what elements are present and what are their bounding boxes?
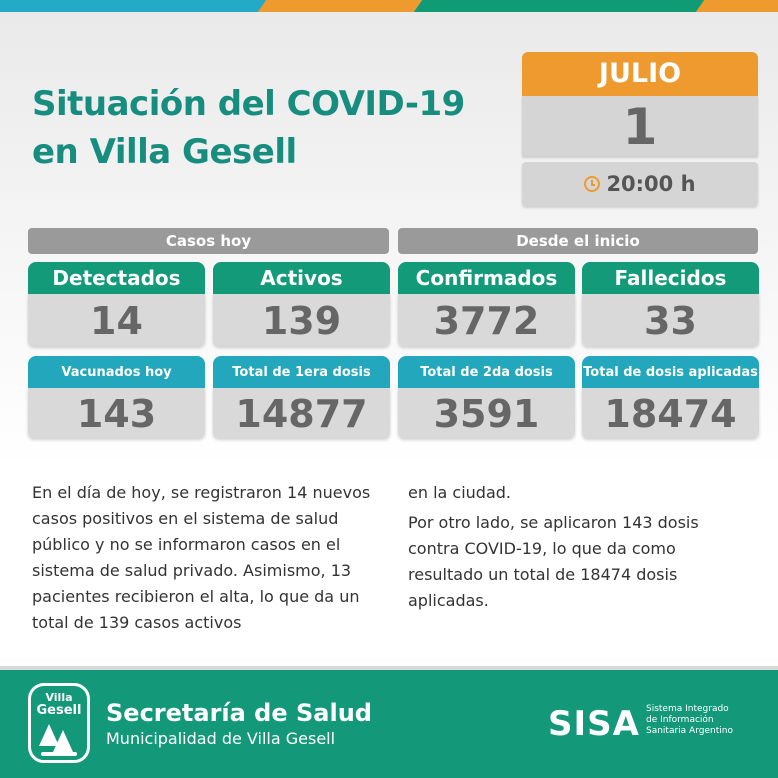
date-month: JULIO	[522, 52, 758, 96]
stat-label: Total de dosis aplicadas	[582, 356, 759, 388]
stat-value: 3591	[398, 388, 575, 438]
stat-card-activos	[213, 262, 390, 346]
logo-text: Gesell	[36, 703, 82, 718]
stat-card-fallecidos	[582, 262, 759, 346]
stat-card-detectados	[28, 262, 205, 346]
sisa-description-line: Sistema Integrado	[646, 704, 729, 714]
stat-card-segunda-dosis	[398, 356, 575, 438]
stat-value: 14877	[213, 388, 390, 438]
sisa-logo: SISA	[548, 704, 640, 744]
stat-value: 18474	[582, 388, 759, 438]
sisa-description-line: de Información	[646, 715, 714, 725]
stat-label: Total de 1era dosis	[213, 356, 390, 388]
stat-label: Fallecidos	[582, 262, 759, 294]
stat-value: 33	[582, 294, 759, 346]
top-stripe	[696, 0, 778, 12]
villa-gesell-logo	[28, 683, 90, 763]
sisa-description	[646, 704, 766, 737]
report-time	[522, 162, 758, 206]
stat-value: 3772	[398, 294, 575, 346]
stat-card-confirmados	[398, 262, 575, 346]
body-paragraph: en la ciudad.	[408, 483, 511, 502]
sisa-description-line: Sanitaria Argentino	[646, 726, 733, 736]
section-header-today: Casos hoy	[28, 228, 389, 254]
stat-label: Vacunados hoy	[28, 356, 205, 388]
body-paragraph: Por otro lado, se aplicaron 143 dosis contra COVID-19, lo que da como resultado un total de 18474 dosis aplicadas.	[408, 513, 699, 610]
stat-label: Activos	[213, 262, 390, 294]
page-title	[32, 80, 502, 176]
stat-value: 143	[28, 388, 205, 438]
stat-card-vacunados-hoy	[28, 356, 205, 438]
stat-card-dosis-aplicadas	[582, 356, 759, 438]
stat-label: Detectados	[28, 262, 205, 294]
report-time-text: 20:00 h	[606, 172, 696, 196]
title-line-1: Situación del COVID-19	[32, 84, 465, 124]
stat-label: Total de 2da dosis	[398, 356, 575, 388]
top-stripe	[0, 0, 270, 12]
stat-label: Confirmados	[398, 262, 575, 294]
top-stripe	[414, 0, 712, 12]
pine-tree-icon	[37, 722, 81, 758]
top-stripe	[258, 0, 426, 12]
section-header-since-start: Desde el inicio	[398, 228, 758, 254]
stat-value: 139	[213, 294, 390, 346]
logo-text: Villa	[45, 691, 73, 704]
org-subtitle: Municipalidad de Villa Gesell	[106, 729, 336, 748]
date-day: 1	[522, 96, 758, 156]
title-line-2: en Villa Gesell	[32, 132, 297, 172]
org-name: Secretaría de Salud	[106, 699, 372, 727]
body-paragraph: En el día de hoy, se registraron 14 nuevos casos positivos en el sistema de salud público y no se informaron casos en el sistema de salud privado. Asimismo, 13 pacientes recibieron el alta, lo que da un total de 139 casos activos	[32, 483, 371, 632]
stat-card-primera-dosis	[213, 356, 390, 438]
stat-value: 14	[28, 294, 205, 346]
clock-icon	[584, 176, 600, 192]
